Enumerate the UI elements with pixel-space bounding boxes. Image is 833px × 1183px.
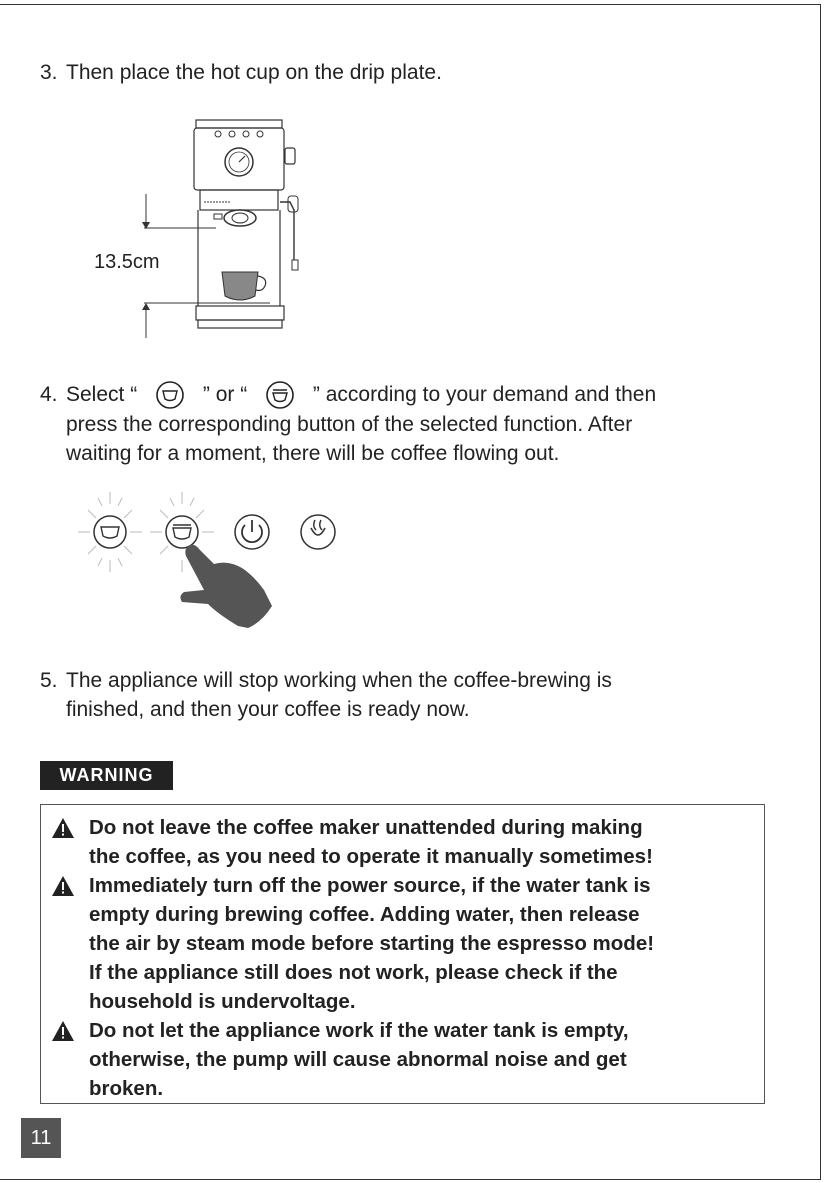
double-cup-icon bbox=[263, 380, 297, 410]
page-frame-top bbox=[0, 4, 820, 5]
portafilter bbox=[224, 210, 256, 226]
machine-button-3 bbox=[243, 131, 249, 137]
step-3-text: Then place the hot cup on the drip plate. bbox=[66, 61, 442, 84]
control-panel-illustration bbox=[78, 490, 358, 640]
height-label: 13.5cm bbox=[94, 251, 160, 273]
warning-text-3: Do not let the appliance work if the water tank is empty, otherwise, the pump will cause abnormal noise and get broken. bbox=[89, 1019, 629, 1100]
pressure-gauge-needle bbox=[239, 156, 245, 162]
warning-triangle-icon bbox=[51, 875, 75, 897]
step-4-line-2: press the corresponding button of the selected function. After bbox=[66, 413, 633, 437]
steam-knob bbox=[285, 148, 295, 164]
measure-bottom-arrow bbox=[142, 303, 150, 310]
machine-base bbox=[198, 320, 282, 328]
step-5 bbox=[40, 666, 800, 724]
steam-button bbox=[301, 515, 335, 549]
single-cup-icon bbox=[153, 380, 187, 410]
machine-upper-body bbox=[194, 128, 284, 190]
step-4-after-text: ” according to your demand and then bbox=[312, 383, 657, 406]
step-4-number: 4. bbox=[40, 383, 58, 406]
steam-wand bbox=[280, 202, 294, 260]
step-5-number: 5. bbox=[40, 669, 58, 692]
step-5-line-1: The appliance will stop working when the coffee-brewing is bbox=[66, 669, 612, 692]
warning-text-1: Do not leave the coffee maker unattended during making the coffee, as you need to operate it manually sometimes! bbox=[89, 816, 653, 868]
page-frame-right bbox=[820, 4, 821, 1180]
power-button bbox=[235, 515, 269, 549]
step-4-line-3: waiting for a moment, there will be coffee flowing out. bbox=[66, 442, 560, 466]
machine-button-2 bbox=[229, 131, 235, 137]
warning-triangle-icon bbox=[51, 1020, 75, 1042]
warning-triangle-icon bbox=[51, 817, 75, 839]
step-4-select-text: Select “ bbox=[66, 383, 138, 406]
warning-badge: WARNING bbox=[40, 761, 173, 790]
portafilter-handle bbox=[214, 214, 222, 219]
portafilter-inner bbox=[232, 213, 248, 223]
warning-text-2: Immediately turn off the power source, if the water tank is empty during brewing coffee. Adding water, then release the air by steam mode before starting the espresso mode! If the appliance still does not work, please check if the household is undervoltage. bbox=[89, 874, 655, 1013]
group-head bbox=[200, 190, 278, 210]
page-frame-bottom bbox=[0, 1179, 820, 1180]
coffee-cup bbox=[222, 272, 258, 300]
steam-wand-tip bbox=[292, 260, 298, 270]
step-3-number: 3. bbox=[40, 61, 58, 84]
espresso-machine-illustration bbox=[80, 110, 320, 350]
machine-top bbox=[196, 120, 282, 128]
page-number: 11 bbox=[21, 1118, 61, 1158]
pointing-hand-icon bbox=[180, 545, 272, 628]
machine-button-1 bbox=[215, 131, 221, 137]
single-cup-button bbox=[94, 516, 126, 548]
step-3 bbox=[40, 58, 442, 87]
step-4 bbox=[40, 380, 800, 468]
steam-wand-joint bbox=[288, 196, 298, 212]
drip-plate bbox=[196, 306, 284, 320]
double-cup-button bbox=[166, 516, 198, 548]
machine-button-4 bbox=[257, 131, 263, 137]
step-4-or-text: ” or “ bbox=[202, 383, 248, 406]
step-5-line-2: finished, and then your coffee is ready now. bbox=[66, 698, 470, 721]
warning-box bbox=[40, 804, 765, 1104]
